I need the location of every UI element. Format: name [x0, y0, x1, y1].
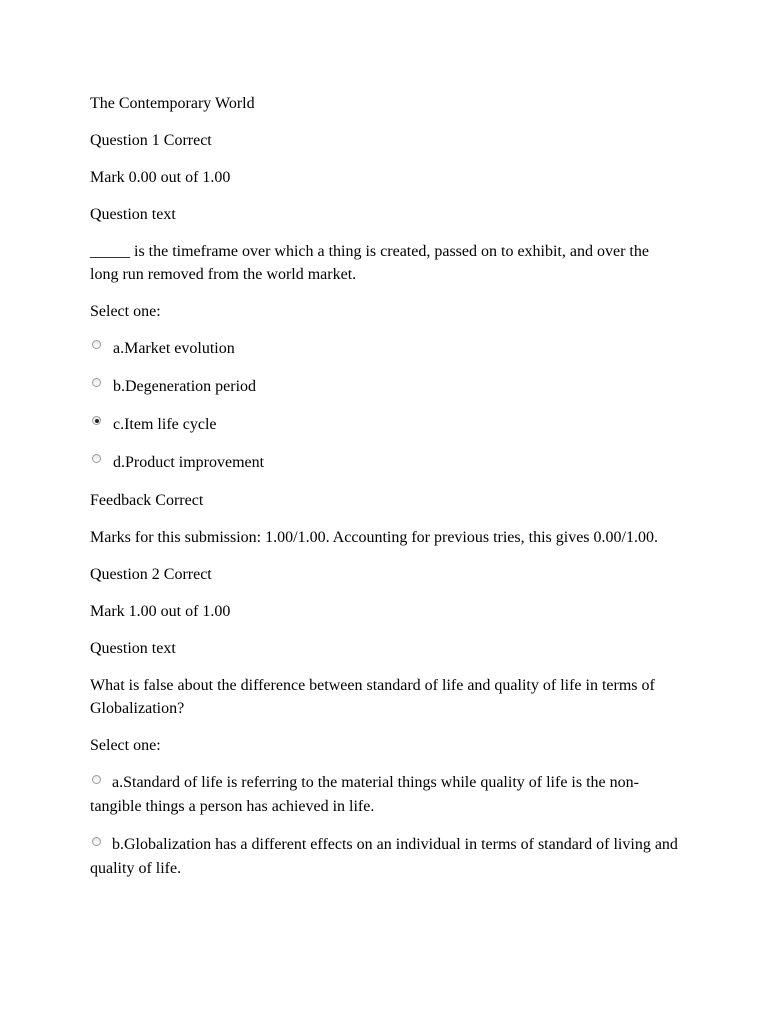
q1-option-b[interactable]: [90, 375, 680, 398]
option-label: d.Product improvement: [113, 454, 265, 471]
radio-unchecked-icon[interactable]: [92, 378, 101, 387]
document-page: [90, 92, 680, 895]
q2-question: What is false about the difference between standard of life and quality of life in terms of Globalization?: [90, 677, 655, 717]
q1-question: _____ is the timeframe over which a thing is created, passed on to exhibit, and over the long run removed from the world market.: [90, 243, 649, 283]
q1-feedback: Feedback Correct: [90, 492, 204, 509]
option-label: c.Item life cycle: [113, 416, 217, 433]
q1-mark: Mark 0.00 out of 1.00: [90, 169, 231, 186]
radio-unchecked-icon[interactable]: [92, 837, 101, 846]
q1-option-a[interactable]: [90, 337, 680, 360]
option-label: b.Degeneration period: [113, 378, 257, 395]
option-label: a.Market evolution: [113, 340, 235, 357]
q1-status: Question 1 Correct: [90, 132, 212, 149]
q1-marks-submission: Marks for this submission: 1.00/1.00. Accounting for previous tries, this gives 0.00/1.00.: [90, 529, 658, 546]
q2-text-heading: Question text: [90, 640, 176, 657]
q2-option-b[interactable]: [90, 833, 680, 881]
option-label: b.Globalization has a different effects on an individual in terms of standard of living and quality of life.: [90, 836, 678, 877]
q1-text-heading: Question text: [90, 206, 176, 223]
q2-status: Question 2 Correct: [90, 566, 212, 583]
radio-checked-icon[interactable]: [92, 416, 101, 425]
q2-select-label: Select one:: [90, 737, 161, 754]
radio-unchecked-icon[interactable]: [92, 340, 101, 349]
q1-option-d[interactable]: [90, 451, 680, 474]
q2-mark: Mark 1.00 out of 1.00: [90, 603, 231, 620]
q2-option-a[interactable]: [90, 771, 680, 819]
radio-unchecked-icon[interactable]: [92, 775, 101, 784]
radio-unchecked-icon[interactable]: [92, 454, 101, 463]
q1-option-c[interactable]: [90, 413, 680, 436]
option-label: a.Standard of life is referring to the material things while quality of life is the non-tangible things a person has achieved in life.: [90, 774, 639, 815]
document-title: The Contemporary World: [90, 95, 255, 112]
q1-select-label: Select one:: [90, 303, 161, 320]
